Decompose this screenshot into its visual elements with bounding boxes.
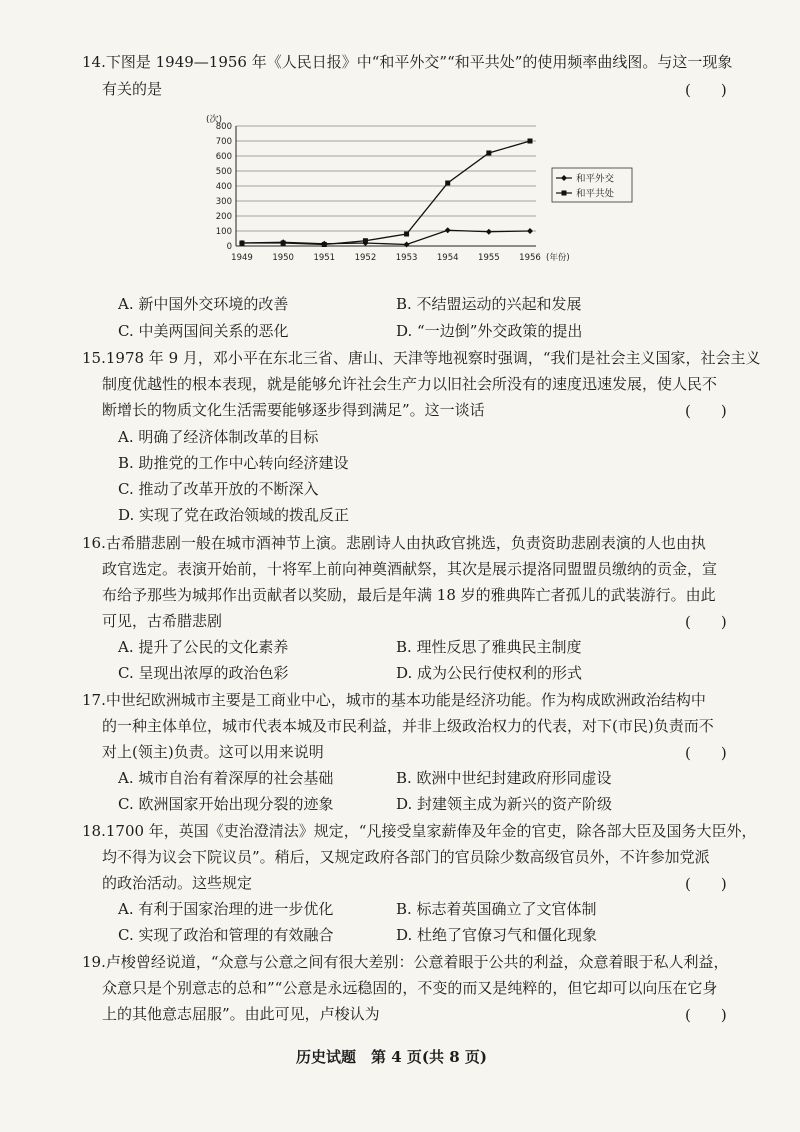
q14-stem-line-2: 有关的是 xyxy=(102,80,163,98)
chart-axes xyxy=(206,113,570,263)
q14-option-d[interactable]: D. “一边倒”外交政策的提出 xyxy=(396,322,583,340)
q18-answer-paren: ( ) xyxy=(685,875,727,893)
q17-stem-line-2: 的一种主体单位，城市代表本城及市民利益，并非上级政治权力的代表，对下(市民)负责而不 xyxy=(102,717,714,735)
data-point xyxy=(445,227,451,233)
q19-answer-paren: ( ) xyxy=(685,1006,727,1024)
data-point xyxy=(528,139,533,144)
q18-stem-line-1: 18.1700 年，英国《吏治澄清法》规定，“凡接受皇家薪俸及年金的官吏，除各部大臣及国务大臣外， xyxy=(82,822,757,840)
q15-stem-line-3: 断增长的物质文化生活需要能够逐步得到满足”。这一谈话 xyxy=(102,401,485,419)
data-point xyxy=(486,151,491,156)
data-point xyxy=(404,242,410,248)
x-tick-label: 1953 xyxy=(395,253,418,263)
q14-option-a[interactable]: A. 新中国外交环境的改善 xyxy=(118,295,289,313)
y-axis-label: (次) xyxy=(206,115,223,125)
q16-option-d[interactable]: D. 成为公民行使权利的形式 xyxy=(396,664,583,682)
y-tick-label: 0 xyxy=(226,242,232,252)
q16-stem-line-4: 可见，古希腊悲剧 xyxy=(102,612,223,630)
q15-stem-line-1: 15.1978 年 9 月，邓小平在东北三省、唐山、天津等地视察时强调，“我们是社会主义国家，社会主义 xyxy=(82,349,761,367)
y-tick-label: 500 xyxy=(215,167,232,177)
q14-answer-paren: ( ) xyxy=(685,81,727,99)
y-tick-label: 600 xyxy=(215,152,232,162)
data-point xyxy=(240,241,245,246)
q18-stem-line-2: 均不得为议会下院议员”。稍后，又规定政府各部门的官员除少数高级官员外，不许参加党派 xyxy=(102,848,710,866)
x-tick-label: 1954 xyxy=(436,253,459,263)
legend-label: 和平共处 xyxy=(576,188,615,200)
q15-option-a[interactable]: A. 明确了经济体制改革的目标 xyxy=(118,428,319,446)
q14-option-c[interactable]: C. 中美两国间关系的恶化 xyxy=(118,322,289,340)
q15-option-b[interactable]: B. 助推党的工作中心转向经济建设 xyxy=(118,454,349,472)
x-axis-label: (年份) xyxy=(546,253,570,263)
x-tick-label: 1956 xyxy=(519,253,541,263)
data-point xyxy=(363,238,368,243)
q17-option-b[interactable]: B. 欧洲中世纪封建政府形同虚设 xyxy=(396,769,612,787)
y-tick-label: 400 xyxy=(215,182,232,192)
x-tick-label: 1955 xyxy=(478,253,500,263)
q17-option-d[interactable]: D. 封建领主成为新兴的资产阶级 xyxy=(396,795,613,813)
q16-stem-line-1: 16.古希腊悲剧一般在城市酒神节上演。悲剧诗人由执政官挑选，负责资助悲剧表演的人也由执 xyxy=(82,534,706,552)
q16-option-b[interactable]: B. 理性反思了雅典民主制度 xyxy=(396,638,582,656)
q14-option-b[interactable]: B. 不结盟运动的兴起和发展 xyxy=(396,295,582,313)
y-tick-label: 100 xyxy=(215,227,232,237)
q18-option-c[interactable]: C. 实现了政治和管理的有效融合 xyxy=(118,926,334,944)
q17-option-a[interactable]: A. 城市自治有着深厚的社会基础 xyxy=(118,769,334,787)
legend-label: 和平外交 xyxy=(576,173,615,185)
page-footer: 历史试题 第 4 页(共 8 页) xyxy=(296,1048,487,1066)
data-point xyxy=(322,242,327,247)
q19-stem-line-3: 上的其他意志屈服”。由此可见，卢梭认为 xyxy=(102,1005,380,1023)
q16-stem-line-2: 政官选定。表演开始前，十将军上前向神奠酒献祭，其次是展示提洛同盟盟员缴纳的贡金，宣 xyxy=(102,560,718,578)
y-tick-label: 800 xyxy=(215,122,232,132)
series-line xyxy=(242,141,530,245)
q15-answer-paren: ( ) xyxy=(685,402,727,420)
q17-option-c[interactable]: C. 欧洲国家开始出现分裂的迹象 xyxy=(118,795,334,813)
q14-stem-line-1: 14.下图是 1949—1956 年《人民日报》中“和平外交”“和平共处”的使用频率曲线图。与这一现象 xyxy=(82,53,733,71)
legend-marker xyxy=(561,175,567,181)
data-point xyxy=(404,232,409,237)
y-tick-label: 200 xyxy=(215,212,232,222)
x-tick-label: 1950 xyxy=(272,253,294,263)
q19-stem-line-2: 众意只是个别意志的总和”“公意是永远稳固的，不变的而又是纯粹的，但它却可以向压在它身 xyxy=(102,979,718,997)
data-point xyxy=(486,229,492,235)
q15-option-c[interactable]: C. 推动了改革开放的不断深入 xyxy=(118,480,319,498)
q19-stem-line-1: 19.卢梭曾经说道，“众意与公意之间有很大差别：公意着眼于公共的利益，众意着眼于私人利益， xyxy=(82,953,729,971)
q15-option-d[interactable]: D. 实现了党在政治领域的拨乱反正 xyxy=(118,506,350,524)
x-tick-label: 1949 xyxy=(231,253,253,263)
data-point xyxy=(445,181,450,186)
q17-stem-line-1: 17.中世纪欧洲城市主要是工商业中心，城市的基本功能是经济功能。作为构成欧洲政治结构中 xyxy=(82,691,706,709)
q16-stem-line-3: 布给予那些为城邦作出贡献者以奖励，最后是年满 18 岁的雅典阵亡者孤儿的武装游行。由此 xyxy=(102,586,716,604)
q16-answer-paren: ( ) xyxy=(685,613,727,631)
x-tick-label: 1952 xyxy=(354,253,377,263)
q18-stem-line-3: 的政治活动。这些规定 xyxy=(102,874,253,892)
usage-frequency-chart xyxy=(200,112,640,272)
x-tick-label: 1951 xyxy=(313,253,336,263)
y-tick-label: 700 xyxy=(215,137,232,147)
data-point xyxy=(281,241,286,246)
q18-option-b[interactable]: B. 标志着英国确立了文官体制 xyxy=(396,900,597,918)
q17-answer-paren: ( ) xyxy=(685,744,727,762)
q18-option-a[interactable]: A. 有利于国家治理的进一步优化 xyxy=(118,900,334,918)
q17-stem-line-3: 对上(领主)负责。这可以用来说明 xyxy=(102,743,324,761)
chart-legend xyxy=(552,168,632,202)
legend-marker xyxy=(562,191,567,196)
q18-option-d[interactable]: D. 杜绝了官僚习气和僵化现象 xyxy=(396,926,598,944)
data-point xyxy=(527,228,533,234)
q16-option-c[interactable]: C. 呈现出浓厚的政治色彩 xyxy=(118,664,289,682)
q15-stem-line-2: 制度优越性的根本表现，就是能够允许社会生产力以旧社会所没有的速度迅速发展，使人民不 xyxy=(102,375,718,393)
q16-option-a[interactable]: A. 提升了公民的文化素养 xyxy=(118,638,289,656)
y-tick-label: 300 xyxy=(215,197,232,207)
